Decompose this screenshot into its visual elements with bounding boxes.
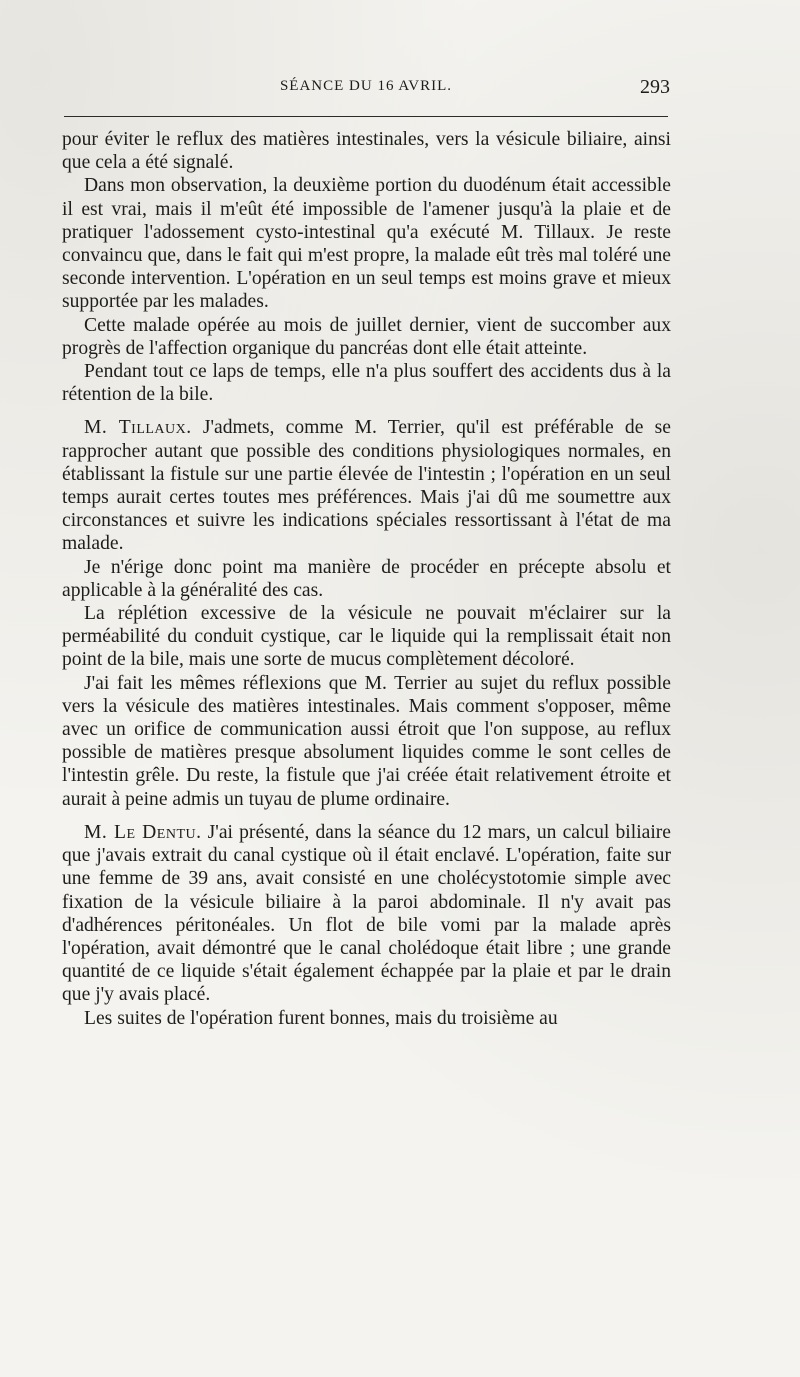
running-title: SÉANCE DU 16 AVRIL. (279, 78, 453, 94)
paragraph-text: Dans mon observation, la deuxième portion du duodénum était accessible il est vrai, mais il m'eût été impossible de l'amener jusqu'à la plaie et de pratiquer l'adossement cysto-intestinal qu'a exécuté M. Tillaux. Je reste convaincu que, dans le fait qui m'est propre, la malade eût très mal toléré une seconde intervention. L'opération en un seul temps est moins grave et mieux supportée par les malades. (62, 175, 671, 313)
paragraph (62, 360, 671, 406)
body-text (62, 128, 671, 1030)
paragraph-text: La réplétion excessive de la vésicule ne pouvait m'éclairer sur la perméabilité du conduit cystique, car le liquide qui la remplissait était non point de la bile, mais une sorte de mucus complètement décoloré. (62, 603, 671, 671)
paragraph (62, 556, 671, 602)
paragraph (62, 821, 671, 1007)
paragraph (62, 416, 671, 555)
paragraph-text: J'ai présenté, dans la séance du 12 mars, un calcul biliaire que j'avais extrait du canal cystique où il était enclavé. L'opération, faite sur une femme de 39 ans, avait consisté en une cholécystotomie simple avec fixation de la vésicule biliaire à la paroi abdominale. Il n'y avait pas d'adhérences péritonéales. Un flot de bile vomi par la malade après l'opération, avait démontré que le canal cholédoque était libre ; une grande quantité de ce liquide s'était également échappée par la plaie et par le drain que j'y avais placé. (62, 821, 671, 1006)
paragraph (62, 174, 671, 313)
paragraph (62, 672, 671, 811)
paragraph (62, 1007, 671, 1030)
paragraph (62, 602, 671, 672)
speaker-name: M. Tillaux. (84, 417, 192, 439)
paragraph (62, 128, 671, 174)
paragraph-text: Je n'érige donc point ma manière de procéder en précepte absolu et applicable à la généralité des cas. (62, 556, 671, 601)
paragraph (62, 314, 671, 360)
header-rule (64, 116, 668, 117)
paragraph-text: Pendant tout ce laps de temps, elle n'a plus souffert des accidents dus à la rétention de la bile. (62, 361, 671, 406)
page-header (62, 78, 670, 102)
paragraph-text: J'admets, comme M. Terrier, qu'il est préférable de se rapprocher autant que possible des conditions physiologiques normales, en établissant la fistule sur une partie élevée de l'intestin ; l'opération en un seul temps aurait certes toutes mes préférences. Mais j'ai dû me soumettre aux circonstances et suivre les indications spéciales ressortissant à l'état de ma malade. (62, 417, 671, 555)
paragraph-text: J'ai fait les mêmes réflexions que M. Terrier au sujet du reflux possible vers la vésicule des matières intestinales. Mais comment s'opposer, même avec un orifice de communication aussi étroit que l'on suppose, au reflux possible de matières presque absolument liquides comme le sont celles de l'intestin grêle. Du reste, la fistule que j'ai créée était relativement étroite et aurait à peine admis un tuyau de plume ordinaire. (62, 672, 671, 810)
paragraph-text: Les suites de l'opération furent bonnes, mais du troisième au (84, 1007, 558, 1029)
paragraph-text: Cette malade opérée au mois de juillet dernier, vient de succomber aux progrès de l'affection organique du pancréas dont elle était atteinte. (62, 314, 671, 359)
page-number: 293 (640, 76, 670, 98)
speaker-name: M. Le Dentu. (84, 821, 202, 843)
paragraph-text: pour éviter le reflux des matières intestinales, vers la vésicule biliaire, ainsi que cela a été signalé. (62, 129, 671, 174)
